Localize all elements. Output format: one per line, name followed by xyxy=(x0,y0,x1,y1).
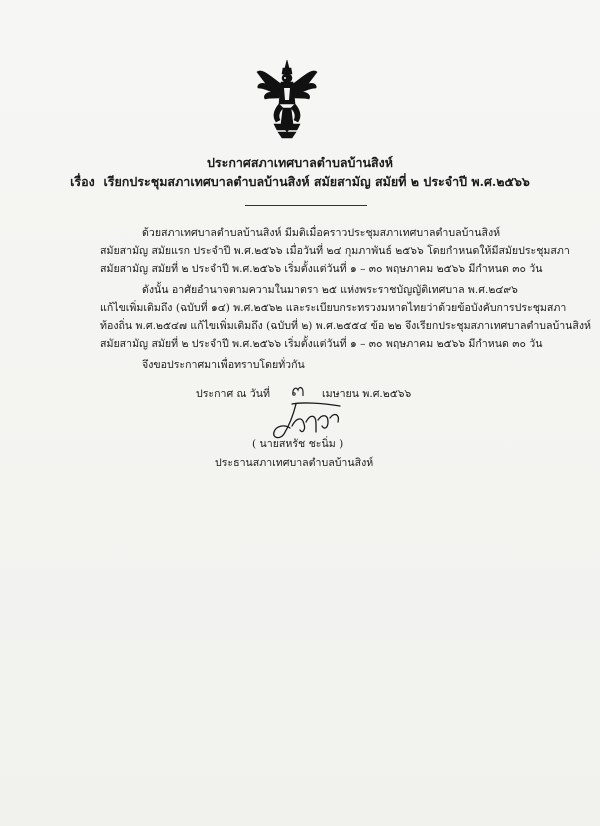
paragraph-1-line-1: ด้วยสภาเทศบาลตำบลบ้านสิงห์ มีมติเมื่อคราวประชุมสภาเทศบาลตำบลบ้านสิงห์ xyxy=(142,227,501,239)
announcement-subject xyxy=(0,172,600,192)
paragraph-1-line-2: สมัยสามัญ สมัยแรก ประจำปี พ.ศ.๒๕๖๖ เมื่อวันที่ ๒๔ กุมภาพันธ์ ๒๕๖๖ โดยกำหนดให้มีสมัยประชุมสภา xyxy=(100,245,570,257)
paragraph-2-line-1: ดังนั้น อาศัยอำนาจตามความในมาตรา ๒๕ แห่งพระราชบัญญัติเทศบาล พ.ศ.๒๔๙๖ xyxy=(142,284,518,296)
announcement-title: ประกาศสภาเทศบาลตำบลบ้านสิงห์ xyxy=(206,155,394,170)
subject-label: เรื่อง xyxy=(70,174,95,189)
date-prefix: ประกาศ ณ วันที่ xyxy=(196,388,270,400)
signatory-name: ( นายสหรัช ชะนิ่ม ) xyxy=(252,438,344,450)
subject-text: เรียกประชุมสภาเทศบาลตำบลบ้านสิงห์ สมัยสามัญ สมัยที่ ๒ ประจำปี พ.ศ.๒๕๖๖ xyxy=(103,174,530,189)
title-divider xyxy=(245,205,367,206)
garuda-emblem xyxy=(254,58,320,140)
closing-line: จึงขอประกาศมาเพื่อทราบโดยทั่วกัน xyxy=(142,359,305,371)
paragraph-1-line-3: สมัยสามัญ สมัยที่ ๒ ประจำปี พ.ศ.๒๕๖๖ เริ่มตั้งแต่วันที่ ๑ – ๓๐ พฤษภาคม ๒๕๖๖ มีกำหนด ๓๐ วัน xyxy=(100,263,543,275)
paragraph-2-line-4: สมัยสามัญ สมัยที่ ๒ ประจำปี พ.ศ.๒๕๖๖ เริ่มตั้งแต่วันที่ ๑ – ๓๐ พฤษภาคม ๒๕๖๖ มีกำหนด ๓๐ วัน xyxy=(100,338,543,350)
signatory-position: ประธานสภาเทศบาลตำบลบ้านสิงห์ xyxy=(215,457,374,469)
paragraph-2-line-3: ท้องถิ่น พ.ศ.๒๕๔๗ แก้ไขเพิ่มเติมถึง (ฉบับที่ ๒) พ.ศ.๒๕๕๔ ข้อ ๒๒ จึงเรียกประชุมสภาเทศบาลตำบลบ้านสิงห์ xyxy=(100,320,592,332)
date-suffix: เมษายน พ.ศ.๒๕๖๖ xyxy=(322,388,412,400)
handwritten-day xyxy=(291,385,305,397)
paragraph-2-line-2: แก้ไขเพิ่มเติมถึง (ฉบับที่ ๑๔) พ.ศ.๒๕๖๒ และระเบียบกระทรวงมหาดไทยว่าด้วยข้อบังคับการประชุมสภา xyxy=(100,302,567,314)
